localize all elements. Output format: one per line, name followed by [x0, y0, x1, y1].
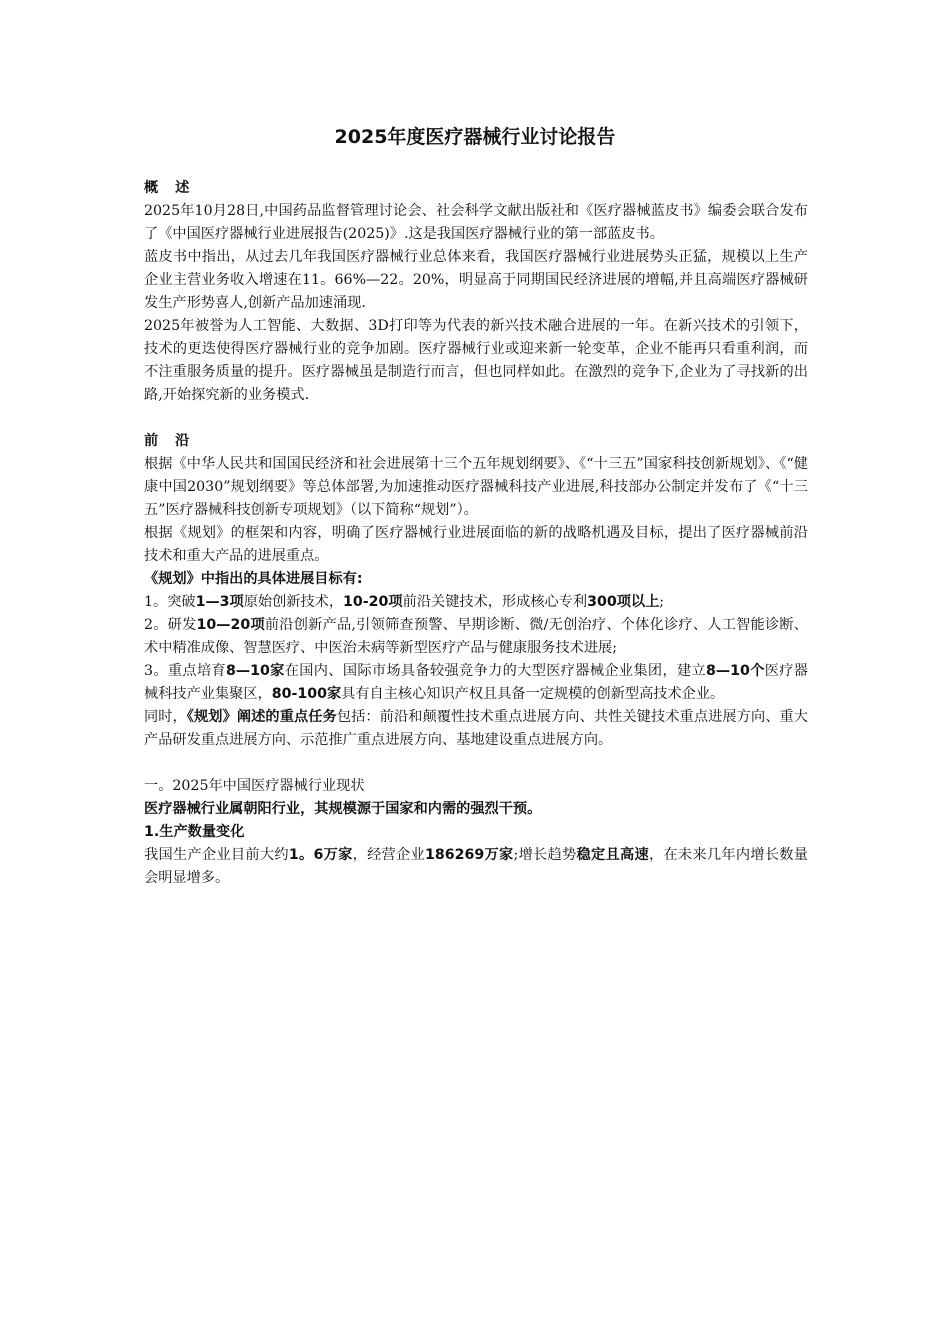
- overview-paragraph-1: 2025年10月28日,中国药品监督管理讨论会、社会科学文献出版社和《医疗器械蓝皮书》编委会联合发布了《中国医疗器械行业进展报告(2025)》.这是我国医疗器械行业的第一部蓝皮书。: [144, 203, 808, 242]
- goal-emphasis: 10-20项: [343, 594, 403, 610]
- goal-emphasis: 10—20项: [196, 617, 265, 633]
- stat-text: ，经营企业: [352, 847, 426, 863]
- overview-paragraph-2: 蓝皮书中指出，从过去几年我国医疗器械行业总体来看，我国医疗器械行业进展势头正猛，规模以上生产企业主营业务收入增速在11。66%—22。20%，明显高于同期国民经济进展的增幅,并且高端医疗器械研发生产形势喜人,创新产品加速涌现.: [144, 249, 808, 311]
- goal-emphasis: 80-100家: [271, 686, 342, 702]
- section1-heading: 一。2025年中国医疗器械行业现状: [144, 778, 365, 794]
- frontier-heading: 前 沿: [144, 433, 196, 449]
- stat-text: 我国生产企业目前大约: [144, 847, 289, 863]
- overview-paragraph-3: 2025年被誉为人工智能、大数据、3D打印等为代表的新兴技术融合进展的一年。在新兴技术的引领下，技术的更迭使得医疗器械行业的竞争加剧。医疗器械行业或迎来新一轮变革，企业不能再只看重利润，而不注重服务质量的提升。医疗器械虽是制造行而言，但也同样如此。在激烈的竞争下,企业为了寻找新的出路,开始探究新的业务模式.: [144, 318, 808, 403]
- stat-text: ，在未来几年内增长数量会明显增多。: [144, 847, 808, 886]
- stat-text: ;增长趋势: [513, 847, 577, 863]
- goal-text: ;: [659, 594, 665, 610]
- stat-emphasis: 稳定且高速: [576, 847, 649, 863]
- stat-emphasis: 1。6万家: [288, 847, 353, 863]
- goal-item-1: [144, 591, 808, 614]
- document-title: 2025年度医疗器械行业讨论报告: [334, 126, 616, 148]
- goal-emphasis: 8—10家: [226, 663, 285, 679]
- goal-emphasis: 1—3项: [195, 594, 244, 610]
- section1-paragraph-1: [144, 844, 808, 890]
- goal-text: 在国内、国际市场具备较强竞争力的大型医疗器械企业集团，建立: [284, 663, 707, 679]
- section1-lead: 医疗器械行业属朝阳行业，其规模源于国家和内需的强烈干预。: [144, 801, 542, 817]
- tasks-text: 同时，: [144, 709, 187, 725]
- spacer: [144, 752, 808, 775]
- spacer: [144, 407, 808, 430]
- stat-emphasis: 186269万家: [425, 847, 514, 863]
- goal-emphasis: 8—10个: [706, 663, 765, 679]
- goal-text: 前沿关键技术，形成核心专利: [402, 594, 588, 610]
- goal-item-3: [144, 660, 808, 706]
- frontier-paragraph-2: 根据《规划》的框架和内容，明确了医疗器械行业进展面临的新的战略机遇及目标，提出了医疗器械前沿技术和重大产品的进展重点。: [144, 525, 808, 564]
- goal-text: 前沿创新产品,引领筛查预警、早期诊断、微/无创治疗、个体化诊疗、人工智能诊断、术中精准成像、智慧医疗、中医治未病等新型医疗产品与健康服务技术进展;: [144, 617, 808, 656]
- document-body: [144, 177, 808, 890]
- goal-text: 具有自主核心知识产权且具备一定规模的创新型高技术企业。: [341, 686, 725, 702]
- goal-text: 医疗器械科技产业集聚区，: [144, 663, 808, 702]
- tasks-text: 包括：前沿和颠覆性技术重点进展方向、共性关键技术重点进展方向、重大产品研发重点进展方向、示范推广重点进展方向、基地建设重点进展方向。: [144, 709, 808, 748]
- goals-heading: 《规划》中指出的具体进展目标有:: [144, 571, 363, 587]
- goal-text: 1。突破: [144, 594, 196, 610]
- goal-item-2: [144, 614, 808, 660]
- tasks-paragraph: [144, 706, 808, 752]
- tasks-emphasis: 《规划》阐述的重点任务: [186, 709, 337, 725]
- section1-subheading: 1.生产数量变化: [144, 824, 245, 840]
- goal-text: 3。重点培育: [144, 663, 227, 679]
- frontier-paragraph-1: 根据《中华人民共和国国民经济和社会进展第十三个五年规划纲要》、《“十三五”国家科技创新规划》、《“健康中国2030”规划纲要》等总体部署,为加速推动医疗器械科技产业进展,科技部办公制定并发布了《“十三五”医疗器械科技创新专项规划》（以下简称“规划”）。: [144, 456, 808, 518]
- goal-text: 2。研发: [144, 617, 197, 633]
- overview-heading: 概 述: [144, 180, 196, 196]
- goal-text: 原始创新技术，: [243, 594, 344, 610]
- goal-emphasis: 300项以上: [587, 594, 660, 610]
